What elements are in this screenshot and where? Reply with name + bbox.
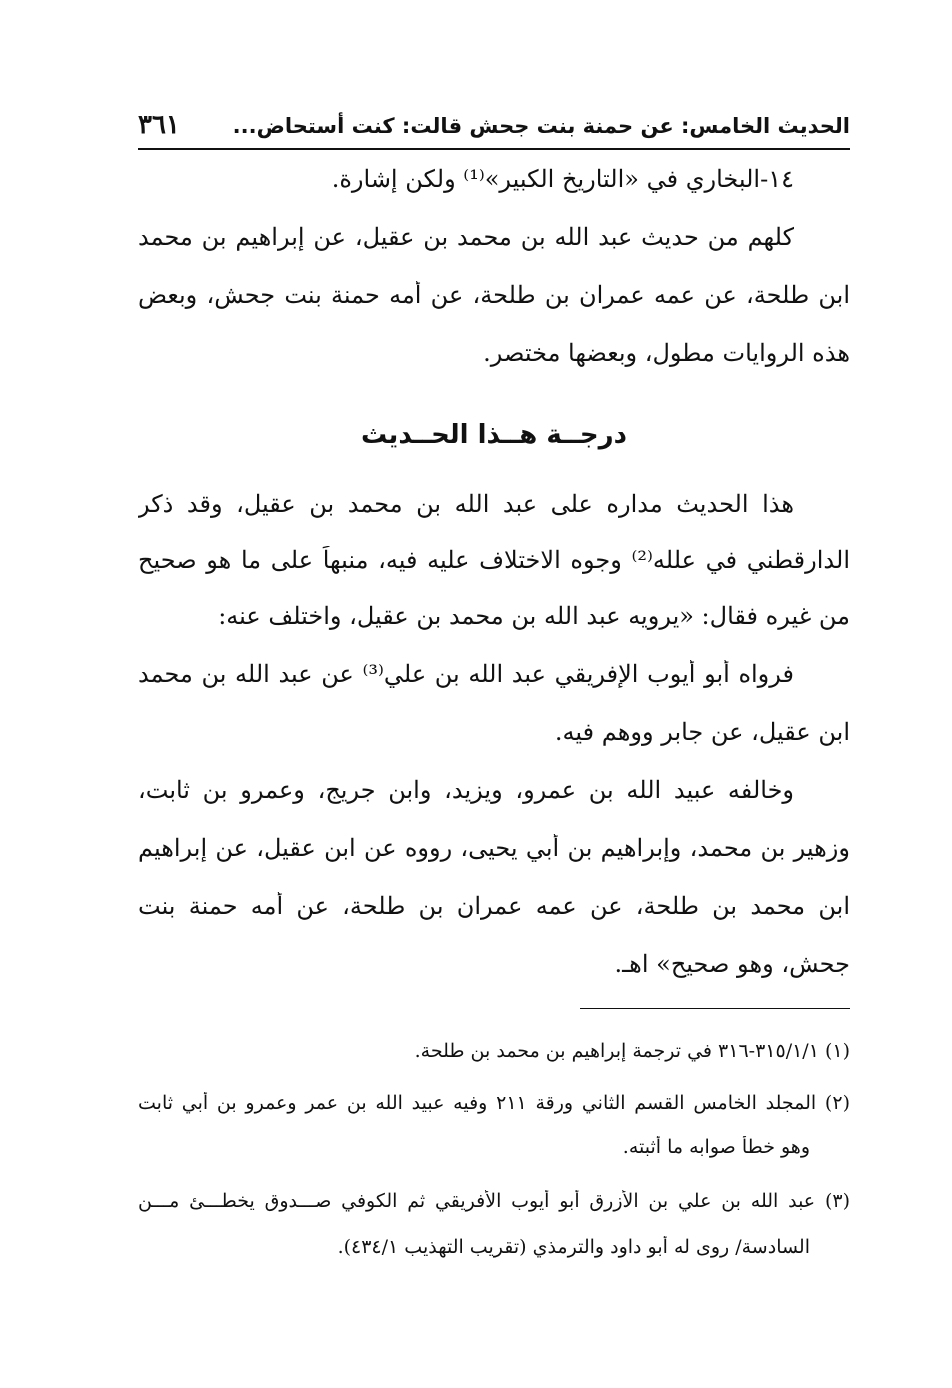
footnote-line: (١) ٣١٥/١/١-٣١٦ في ترجمة إبراهيم بن محمد بن طلحة. <box>414 1040 850 1062</box>
footnote-line: السادسة/ روى له أبو داود والترمذي (تقريب التهذيب ٤٣٤/١). <box>337 1236 810 1258</box>
header-title: الحديث الخامس: عن حمنة بنت جحش قالت: كنت أستحاض... <box>232 114 850 138</box>
text-line: هذا الحديث مداره على عبد الله بن محمد بن عقيل، وقد ذكر <box>138 490 794 518</box>
text-line: فرواه أبو أيوب الإفريقي عبد الله بن علي⁽³⁾ عن عبد الله بن محمد <box>138 660 794 688</box>
text-line: وزهير بن محمد، وإبراهيم بن أبي يحيى، رووه عن ابن عقيل، عن إبراهيم <box>138 834 850 862</box>
text-line: ١٤-البخاري في «التاريخ الكبير»⁽¹⁾ ولكن إشارة. <box>331 165 794 193</box>
text-line: ابن عقيل، عن جابر ووهم فيه. <box>554 718 850 746</box>
page-number: ٣٦١ <box>138 110 180 140</box>
text-line: ابن محمد بن طلحة، عن عمه عمران بن طلحة، عن أمه حمنة بنت <box>138 892 850 920</box>
header-rule <box>138 148 850 150</box>
footnote-rule <box>580 1008 850 1009</box>
text-line: وخالفه عبيد الله بن عمرو، ويزيد، وابن جريج، وعمرو بن ثابت، <box>138 776 794 804</box>
text-line: كلهم من حديث عبد الله بن محمد بن عقيل، عن إبراهيم بن محمد <box>138 223 794 251</box>
section-heading: درجــة هــذا الحــديث <box>361 420 627 450</box>
text-line: هذه الروايات مطول، وبعضها مختصر. <box>483 339 850 367</box>
footnote-line: (٣) عبد الله بن علي بن الأزرق أبو أيوب الأفريقي ثم الكوفي صـــدوق يخطـــئ مـــن <box>138 1190 850 1212</box>
text-line: من غيره فقال: «يرويه عبد الله بن محمد بن عقيل، واختلف عنه: <box>218 602 850 630</box>
text-line: الدارقطني في علله⁽²⁾ وجوه الاختلاف عليه فيه، منبهاً على ما هو صحيح <box>138 546 850 574</box>
text-line: جحش، وهو صحيح» اهـ. <box>614 950 850 978</box>
footnote-line: وهو خطأ صوابه ما أثبته. <box>622 1136 810 1158</box>
running-header <box>138 108 850 148</box>
footnote-line: (٢) المجلد الخامس القسم الثاني ورقة ٢١١ وفيه عبيد الله بن عمر وعمرو بن أبي ثابت <box>138 1092 850 1114</box>
text-line: ابن طلحة، عن عمه عمران بن طلحة، عن أمه حمنة بنت جحش، وبعض <box>138 281 850 309</box>
